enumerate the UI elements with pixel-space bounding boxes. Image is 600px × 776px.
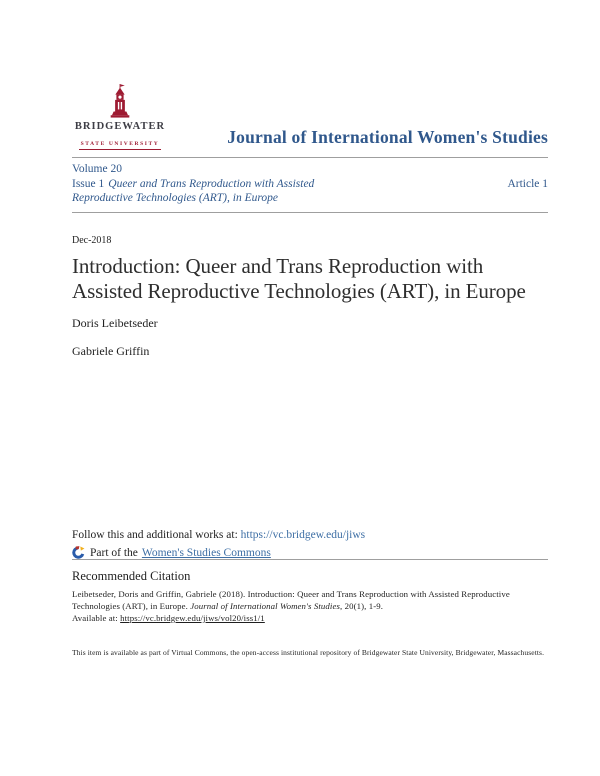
issue-theme-title: Queer and Trans Reproduction with Assisted Reproductive Technologies (ART), in Europe — [72, 178, 315, 204]
logo-university-name: BRIDGEWATER — [74, 121, 166, 132]
tower-icon — [107, 84, 133, 120]
author-name: Gabriele Griffin — [72, 344, 150, 358]
publication-date: Dec-2018 — [72, 235, 112, 246]
issue-number: Issue 1 — [72, 178, 105, 190]
citation-text-tail: , 20(1), 1-9. — [339, 601, 384, 611]
journal-title: Journal of International Women's Studies — [227, 127, 548, 147]
citation-heading: Recommended Citation — [72, 569, 191, 583]
citation-rule — [72, 559, 548, 560]
logo-tagline: STATE UNIVERSITY — [79, 140, 162, 150]
issue-rule — [72, 212, 548, 213]
masthead — [72, 84, 548, 157]
citation-body — [72, 588, 548, 624]
follow-block — [72, 529, 548, 559]
author-name: Doris Leibetseder — [72, 316, 158, 330]
digital-commons-icon — [72, 546, 85, 559]
follow-prefix: Follow this and additional works at: — [72, 529, 241, 541]
follow-line — [72, 529, 548, 541]
university-logo — [72, 84, 168, 150]
citation-text: Leibetseder, Doris and Griffin, Gabriele (2018). Introduction: Queer and Trans Reproduction with Assisted Reproductive Technologies (ART), in Europe. — [72, 589, 510, 611]
available-at-line — [72, 612, 548, 624]
issue-strip — [72, 158, 548, 212]
part-of-line — [72, 546, 548, 559]
womens-studies-commons-link[interactable]: Women's Studies Commons — [141, 546, 271, 559]
available-at-prefix: Available at: — [72, 613, 121, 623]
article-title: Introduction: Queer and Trans Reproduction with Assisted Reproductive Technologies (ART), in Europe — [72, 254, 526, 303]
repository-link[interactable]: https://vc.bridgew.edu/jiws — [240, 529, 366, 541]
article-number: Article 1 — [507, 178, 548, 190]
part-of-prefix: Part of the — [90, 546, 138, 559]
repository-footer-note: This item is available as part of Virtual Commons, the open-access institutional repository of Bridgewater State University, Bridgewater, Massachusetts. — [72, 648, 545, 657]
article-url-link[interactable]: https://vc.bridgew.edu/jiws/vol20/iss1/1 — [120, 613, 265, 623]
volume-label: Volume 20 — [72, 163, 122, 175]
recommended-citation-section — [72, 569, 548, 624]
document-page — [72, 84, 548, 657]
issue-info — [72, 162, 372, 205]
issue-title-line — [72, 177, 372, 205]
citation-journal-name: Journal of International Women's Studies — [190, 601, 340, 611]
